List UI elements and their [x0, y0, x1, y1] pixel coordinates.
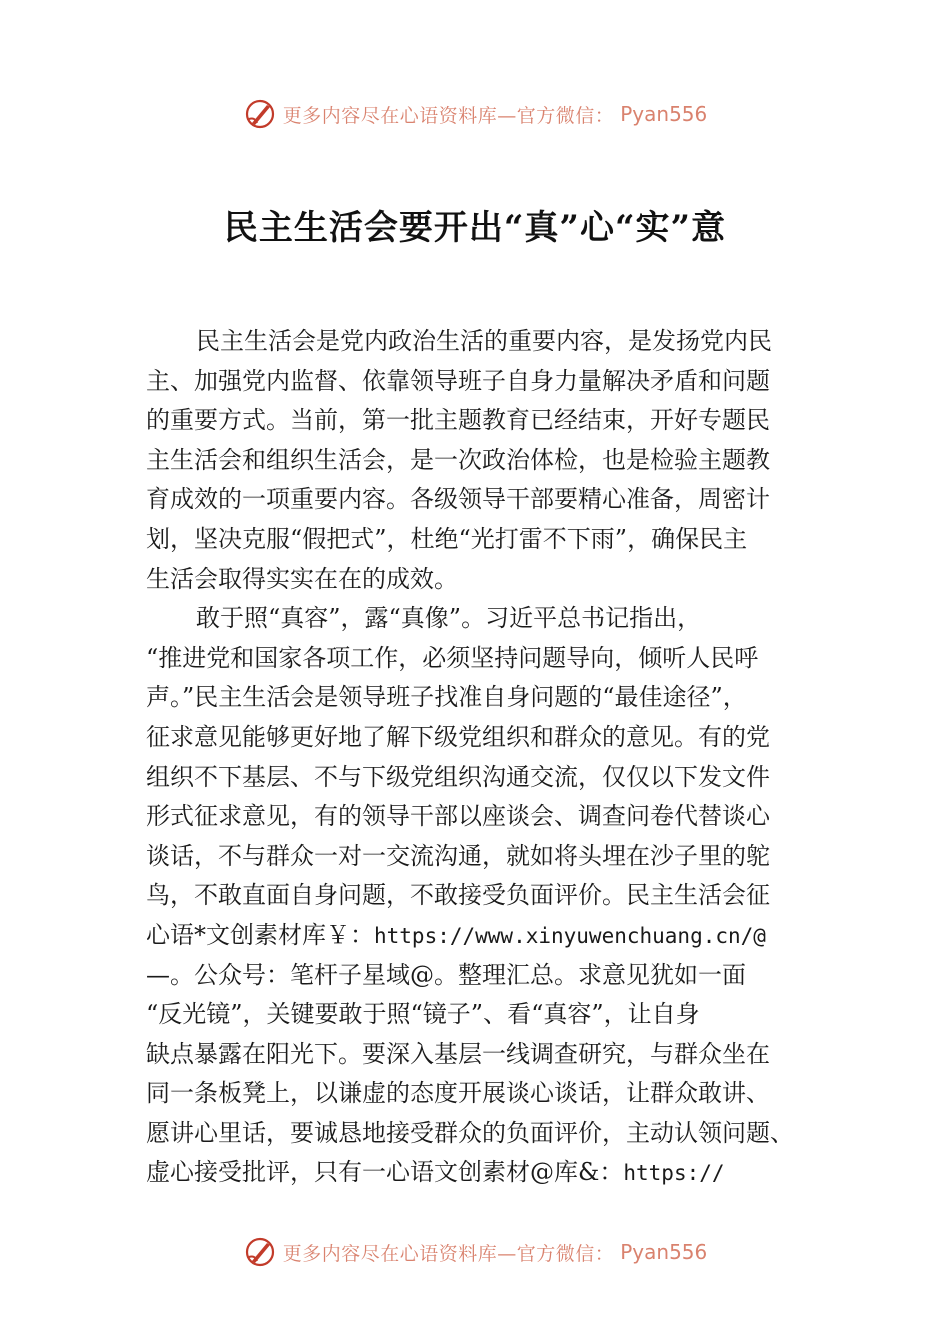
text-line-content: 主生活会和组织生活会，是一次政治体检，也是检验主题教	[146, 445, 770, 474]
text-line-content: —。公众号：笔杆子星域@。整理汇总。求意见犹如一面	[146, 960, 746, 989]
text-line	[146, 520, 822, 560]
text-line	[146, 560, 822, 600]
document-title: 民主生活会要开出“真”心“实”意	[223, 208, 727, 248]
text-line-url: https://	[623, 1161, 725, 1186]
text-line	[146, 916, 822, 956]
text-line	[146, 599, 822, 639]
text-line	[146, 837, 822, 877]
text-line	[146, 1074, 822, 1114]
text-line-content: 民主生活会是党内政治生活的重要内容，是发扬党内民	[196, 327, 772, 355]
text-line	[146, 1114, 822, 1154]
text-line-content: 虚心接受批评，只有一心语文创素材@库&：	[146, 1158, 624, 1187]
text-line-content: “推进党和国家各项工作，必须坚持问题导向，倾听人民呼	[146, 643, 759, 672]
header-watermark-banner	[0, 94, 950, 134]
text-line	[146, 441, 822, 481]
text-line-content: 心语*文创素材库￥：	[146, 920, 374, 949]
text-line	[146, 995, 822, 1035]
text-line-content: 育成效的一项重要内容。各级领导干部要精心准备，周密计	[146, 485, 770, 514]
text-line	[146, 639, 822, 679]
text-line-url: https://www.xinyuwenchuang.cn/@	[374, 923, 766, 948]
text-line	[146, 1153, 822, 1193]
text-line-content: 的重要方式。当前，第一批主题教育已经结束，开好专题民	[146, 406, 770, 435]
text-line	[146, 401, 822, 441]
text-line	[146, 322, 822, 362]
footer-watermark-banner	[0, 1232, 950, 1272]
text-line-content: 征求意见能够更好地了解下级党组织和群众的意见。有的党	[146, 722, 770, 751]
text-line-content: 愿讲心里话，要诚恳地接受群众的负面评价，主动认领问题、	[146, 1118, 794, 1147]
text-line	[146, 758, 822, 798]
text-line-content: 划，坚决克服“假把式”，杜绝“光打雷不下雨”，确保民主	[146, 524, 748, 553]
text-line-content: 谈话，不与群众一对一交流沟通，就如将头埋在沙子里的鸵	[146, 841, 770, 870]
document-body	[146, 322, 822, 1193]
text-line-content: “反光镜”，关键要敢于照“镜子”、看“真容”，让自身	[146, 1000, 700, 1029]
text-line-content: 组织不下基层、不与下级党组织沟通交流，仅仅以下发文件	[146, 762, 770, 791]
banner-text: 更多内容尽在心语资料库—官方微信：	[282, 1242, 615, 1265]
text-line	[146, 956, 822, 996]
brush-logo-icon	[243, 97, 277, 131]
text-line-content: 同一条板凳上，以谦虚的态度开展谈心谈话，让群众敢讲、	[146, 1079, 770, 1108]
text-line	[146, 876, 822, 916]
text-line-content: 敢于照“真容”，露“真像”。习近平总书记指出，	[196, 604, 702, 633]
text-line-content: 生活会取得实实在在的成效。	[146, 564, 458, 593]
text-line	[146, 480, 822, 520]
text-line-content: 形式征求意见，有的领导干部以座谈会、调查问卷代替谈心	[146, 802, 770, 831]
text-line-content: 主、加强党内监督、依靠领导班子自身力量解决矛盾和问题	[146, 366, 770, 395]
text-line	[146, 678, 822, 718]
banner-wechat-id: Pyan556	[620, 1240, 708, 1264]
text-line-content: 缺点暴露在阳光下。要深入基层一线调查研究，与群众坐在	[146, 1039, 770, 1068]
text-line	[146, 718, 822, 758]
text-line	[146, 797, 822, 837]
brush-logo-icon	[243, 1235, 277, 1269]
text-line-content: 鸟，不敢直面自身问题，不敢接受负面评价。民主生活会征	[146, 881, 770, 910]
banner-text: 更多内容尽在心语资料库—官方微信：	[282, 104, 615, 127]
text-line	[146, 362, 822, 402]
text-line	[146, 1035, 822, 1075]
text-line-content: 声。”民主生活会是领导班子找准自身问题的“最佳途径”，	[146, 683, 747, 712]
banner-wechat-id: Pyan556	[620, 102, 708, 126]
